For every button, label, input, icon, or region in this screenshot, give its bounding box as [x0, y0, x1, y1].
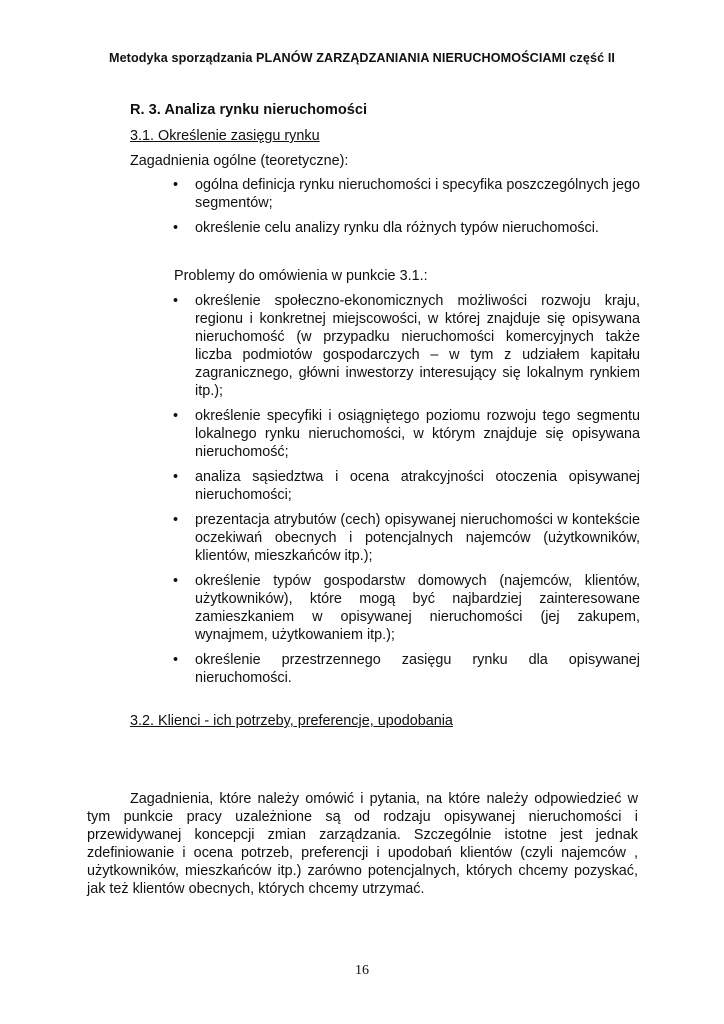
problems-label: Problemy do omówienia w punkcie 3.1.: — [174, 268, 428, 284]
bullet-icon: • — [173, 469, 179, 485]
bullet-icon: • — [173, 652, 179, 668]
page-number: 16 — [355, 963, 369, 978]
section-title: R. 3. Analiza rynku nieruchomości — [130, 102, 368, 118]
running-header: Metodyka sporządzania PLANÓW ZARZĄDZANIANIA NIERUCHOMOŚCIAMI część II — [108, 51, 616, 65]
bullet-icon: • — [173, 177, 179, 193]
bullet-icon: • — [173, 293, 179, 309]
list-item: • określenie celu analizy rynku dla różnych typów nieruchomości. — [173, 220, 599, 236]
list-item: • określenie typów gospodarstw domowych (najemców, klientów, użytkowników), które mogą być najbardziej zainteresowane zamieszkaniem w opisywanej nieruchomości (jej zakupem, wynajmem, użytkowaniem itp.); — [173, 573, 640, 643]
list-item: • określenie specyfiki i osiągniętego poziomu rozwoju tego segmentu lokalnego rynku nieruchomości, w którym znajduje się opisywana nieruchomość; — [173, 408, 640, 460]
general-list — [130, 176, 640, 237]
main-content — [130, 101, 640, 730]
general-label: Zagadnienia ogólne (teoretyczne): — [130, 153, 349, 169]
bullet-icon: • — [173, 573, 179, 589]
list-item: • określenie przestrzennego zasięgu rynku dla opisywanej nieruchomości. — [173, 652, 640, 686]
subsection-3-2-title: 3.2. Klienci - ich potrzeby, preferencje, upodobania — [130, 713, 453, 729]
bullet-icon: • — [173, 512, 179, 528]
list-item: • analiza sąsiedztwa i ocena atrakcyjności otoczenia opisywanej nieruchomości; — [173, 469, 640, 503]
body-paragraph: Zagadnienia, które należy omówić i pytania, na które należy odpowiedzieć w tym punkcie pracy uzależnione są od rodzaju opisywanej nieruchomości i przewidywanej koncepcji zmian zarządzania. Szczególnie istotne jest jednak zdefiniowanie i ocena potrzeb, preferencji i upodobań klientów (czyli najemców , użytkowników, mieszkańców itp.) zarówno potencjalnych, których chcemy pozyskać, jak też klientów obecnych, których chcemy utrzymać. — [87, 791, 638, 897]
problems-list — [174, 292, 640, 687]
bullet-icon: • — [173, 408, 179, 424]
list-item: • prezentacja atrybutów (cech) opisywanej nieruchomości w kontekście oczekiwań obecnych i potencjalnych najemców (użytkowników, klientów, mieszkańców itp.); — [173, 512, 640, 564]
list-item: • określenie społeczno-ekonomicznych możliwości rozwoju kraju, regionu i konkretnej miejscowości, w której znajduje się opisywana nieruchomość (w przypadku nieruchomości komercyjnych także liczba podmiotów gospodarczych – w tym z udziałem kapitału zagranicznego, główni inwestorzy interesujący się lokalnym rynkiem itp.); — [173, 293, 640, 399]
list-item: • ogólna definicja rynku nieruchomości i specyfika poszczególnych jego segmentów; — [173, 177, 640, 211]
bullet-icon: • — [173, 220, 179, 236]
subsection-3-1-title: 3.1. Określenie zasięgu rynku — [130, 128, 320, 144]
